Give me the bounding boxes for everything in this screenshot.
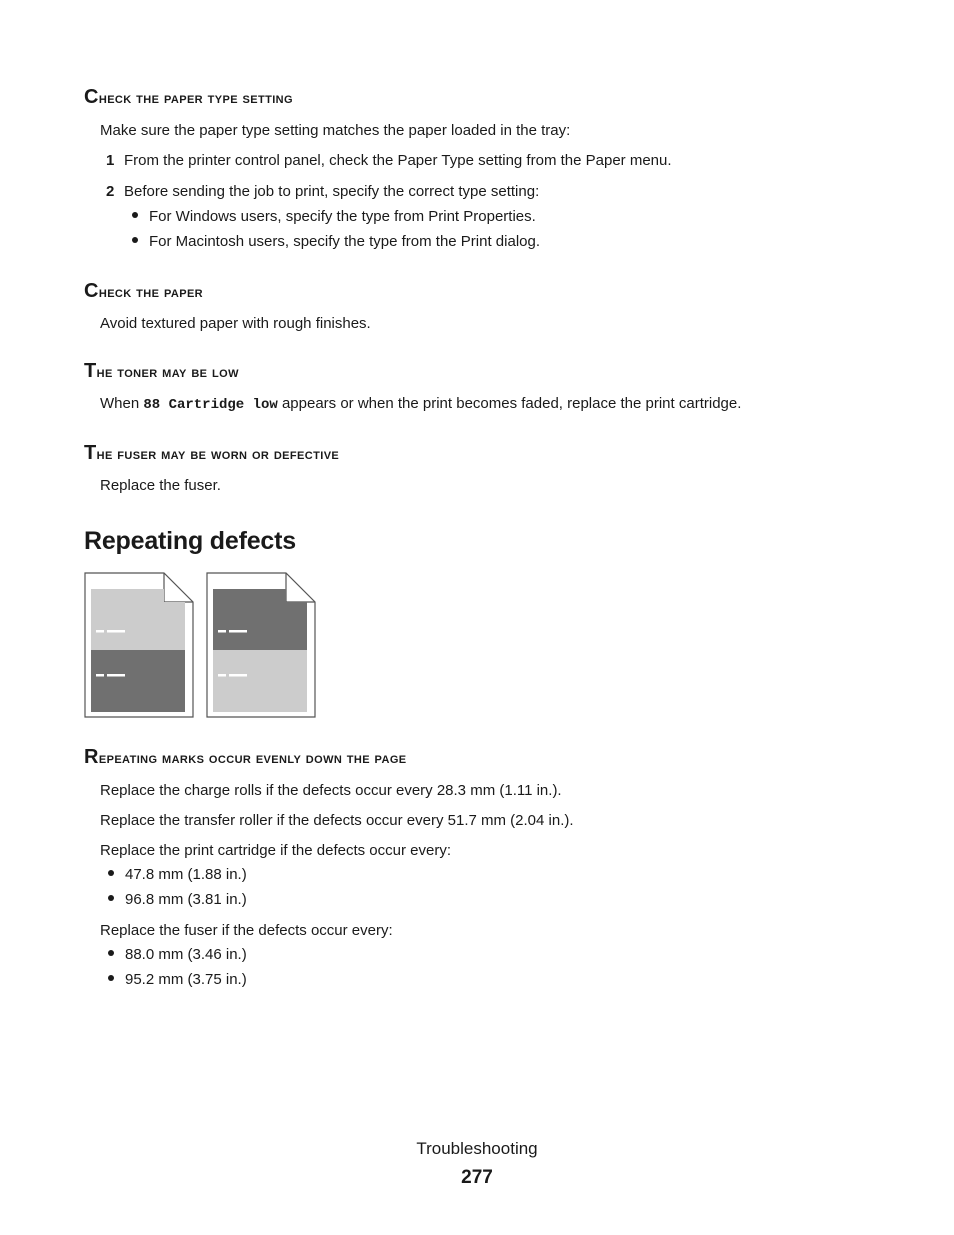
print-cartridge-text: Replace the print cartridge if the defects occur every: <box>100 842 452 859</box>
fuser-text: Replace the fuser. <box>100 477 221 494</box>
page-number: 277 <box>461 1167 493 1188</box>
bullet-icon <box>108 870 114 876</box>
paper-text: Avoid textured paper with rough finishes. <box>100 315 371 332</box>
section-title: Repeating defects <box>84 527 296 555</box>
step-number: 1 <box>106 152 115 169</box>
list-item-text: 47.8 mm (1.88 in.) <box>125 866 247 883</box>
step-text: From the printer control panel, check the Paper Type setting from the Paper menu. <box>124 152 672 169</box>
step-number: 2 <box>106 183 115 200</box>
list-item-text: For Macintosh users, specify the type from the Print dialog. <box>149 233 541 250</box>
bullet-icon <box>132 237 138 243</box>
list-item <box>108 946 247 963</box>
bullet-icon <box>108 950 114 956</box>
toner-message-code: 88 Cartridge low <box>143 397 278 413</box>
paper-type-intro: Make sure the paper type setting matches the paper loaded in the tray: <box>100 122 571 139</box>
footer-section-name: Troubleshooting <box>416 1139 538 1158</box>
heading-repeating-marks: Repeating marks occur evenly down the page <box>84 746 407 768</box>
list-item-text: 95.2 mm (3.75 in.) <box>125 971 247 988</box>
bullet-icon <box>132 212 138 218</box>
sample-page-right <box>207 573 315 717</box>
toner-text-before: When <box>100 395 140 412</box>
heading-check-paper: Check the paper <box>84 280 204 302</box>
bullet-icon <box>108 975 114 981</box>
fuser-defects-text: Replace the fuser if the defects occur every: <box>100 922 393 939</box>
sample-page-left <box>85 573 193 717</box>
bullet-icon <box>108 895 114 901</box>
list-item-text: 96.8 mm (3.81 in.) <box>125 891 247 908</box>
step-text: Before sending the job to print, specify the correct type setting: <box>124 183 540 200</box>
toner-text <box>100 394 741 415</box>
list-item <box>132 208 536 225</box>
list-item <box>108 891 247 908</box>
heading-check-paper-type: Check the paper type setting <box>84 86 293 108</box>
list-item <box>108 866 247 883</box>
list-item <box>108 971 247 988</box>
repeating-defects-illustration <box>84 572 316 725</box>
heading-toner-low: The toner may be low <box>84 360 239 382</box>
toner-text-after: appears or when the print becomes faded, replace the print cartridge. <box>281 395 742 412</box>
list-item-text: For Windows users, specify the type from Print Properties. <box>149 208 536 225</box>
heading-fuser-worn: The fuser may be worn or defective <box>84 442 340 464</box>
list-item <box>132 233 540 250</box>
list-item-text: 88.0 mm (3.46 in.) <box>125 946 247 963</box>
charge-rolls-text: Replace the charge rolls if the defects occur every 28.3 mm (1.11 in.). <box>100 782 562 799</box>
transfer-roller-text: Replace the transfer roller if the defects occur every 51.7 mm (2.04 in.). <box>100 812 574 829</box>
